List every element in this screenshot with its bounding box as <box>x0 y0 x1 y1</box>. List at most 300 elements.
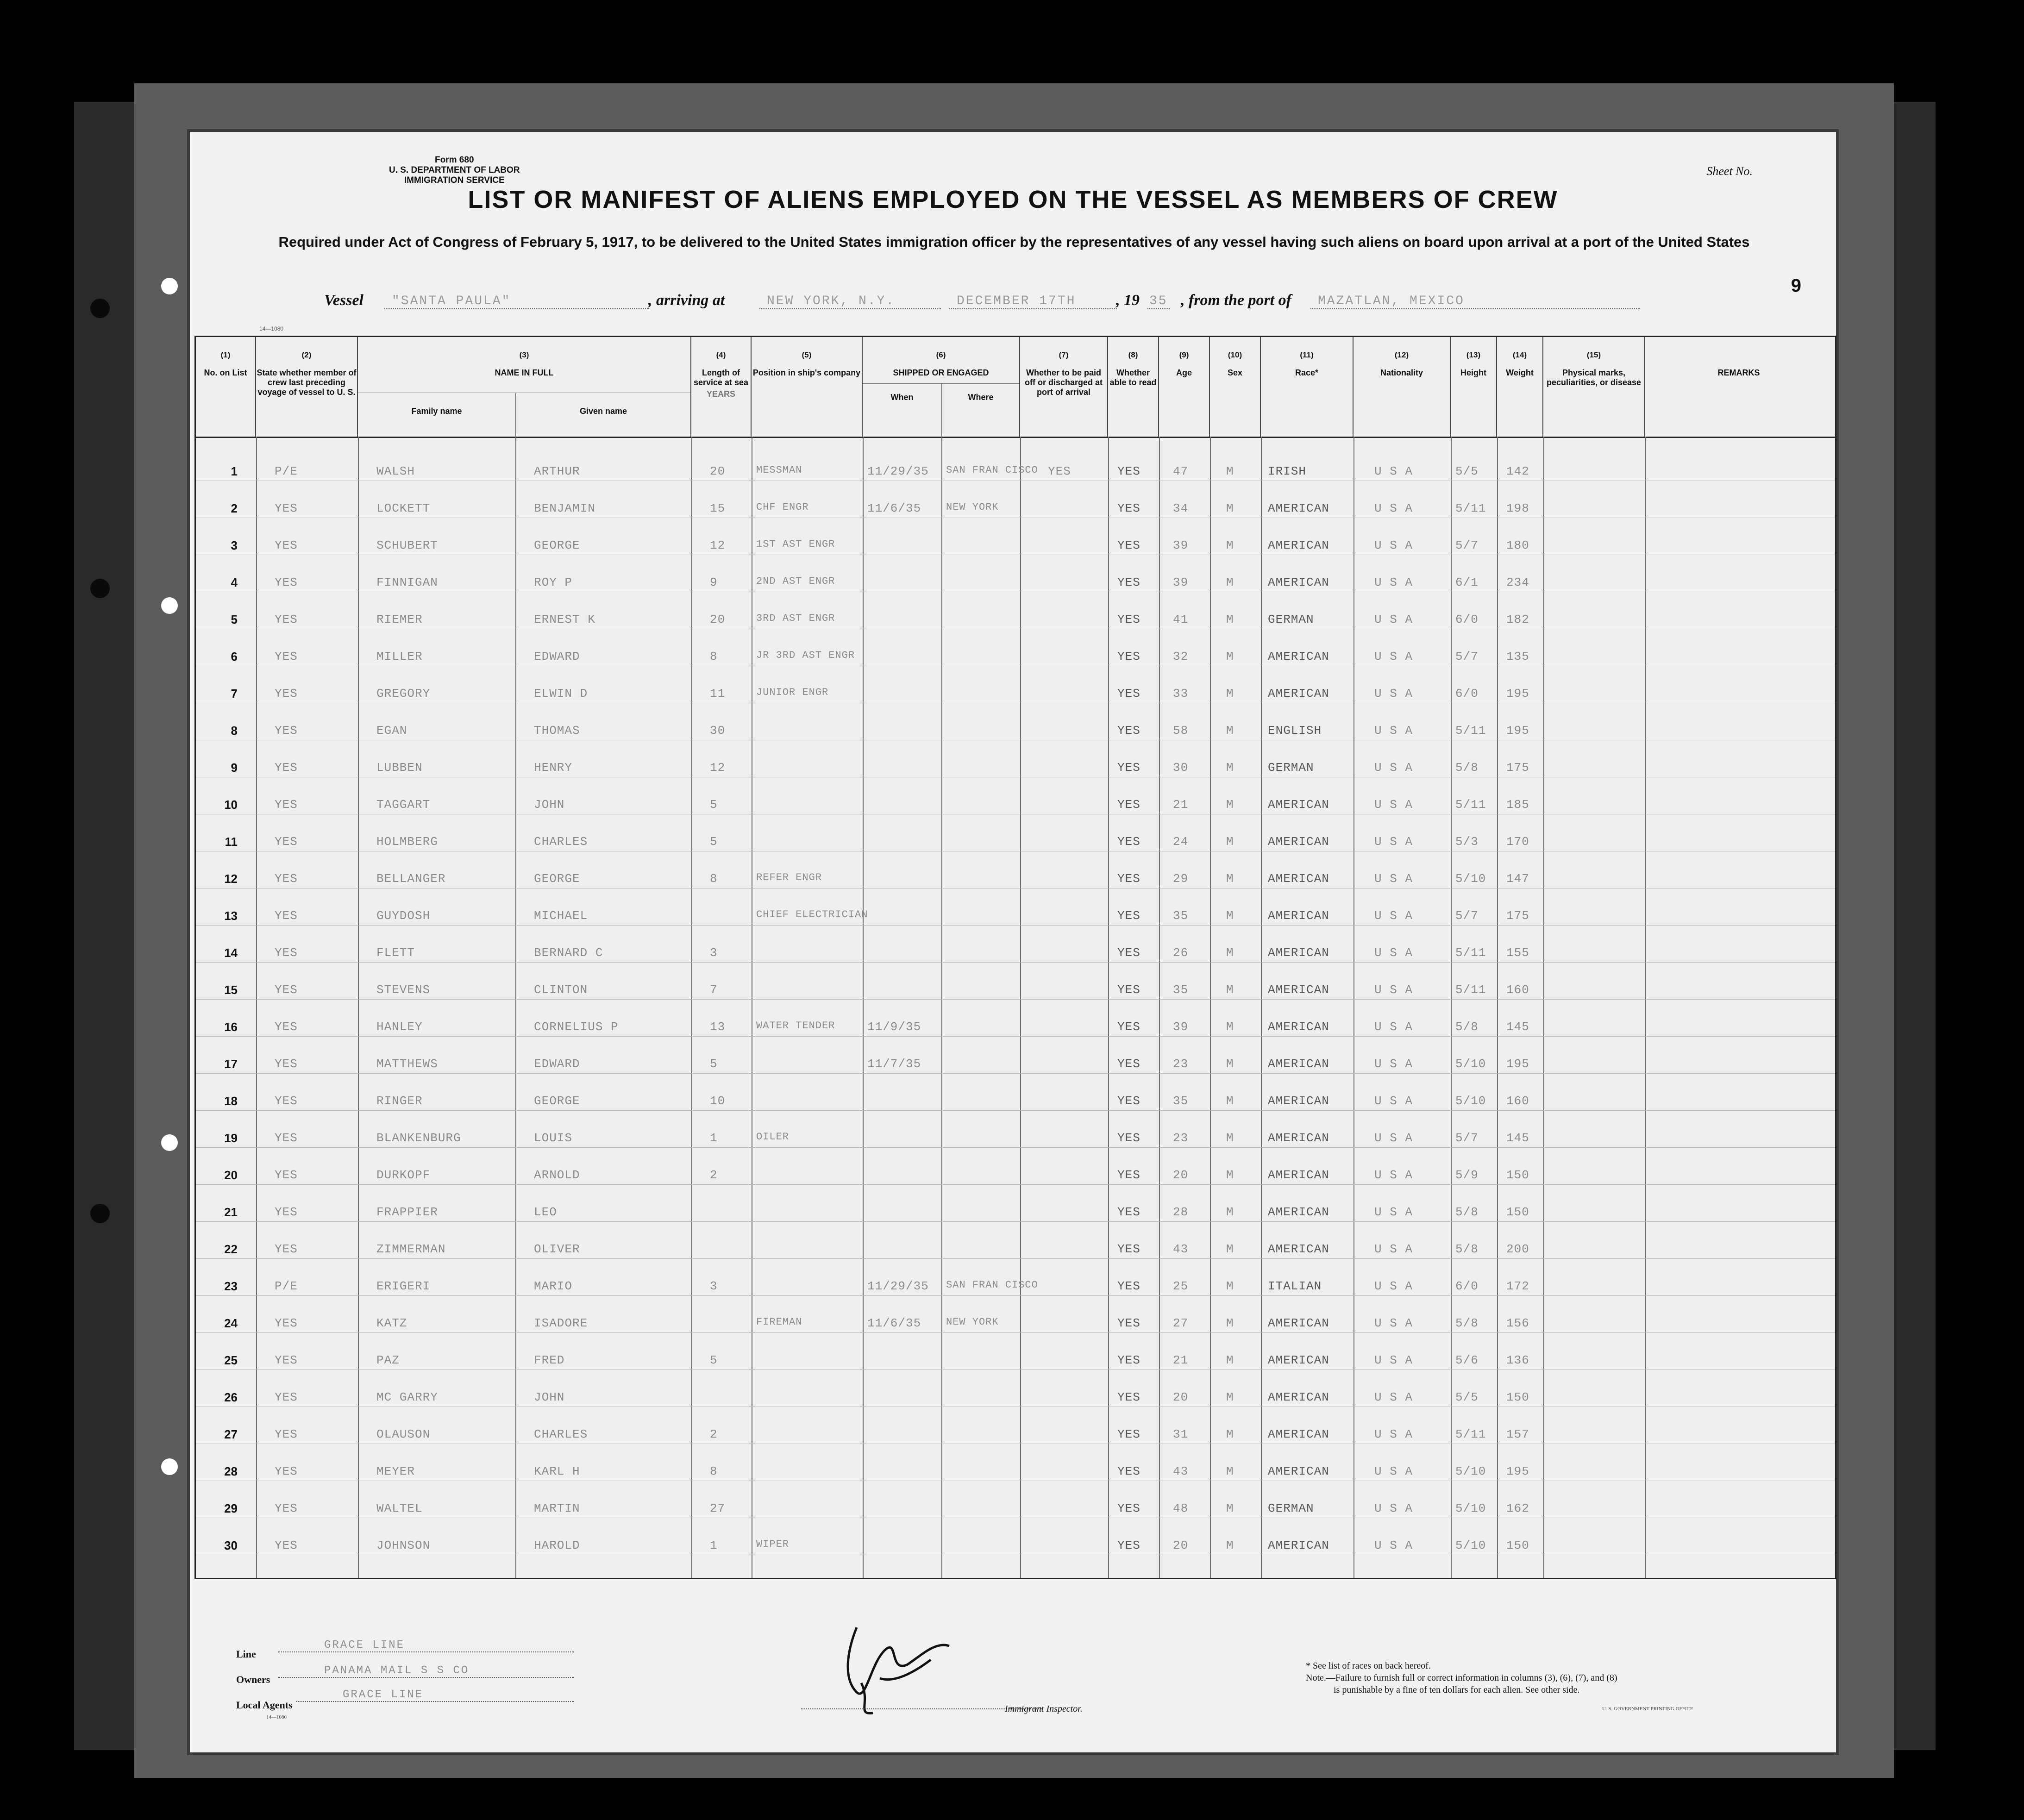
sex-cell: M <box>1226 1131 1234 1145</box>
row-number: 19 <box>224 1131 238 1145</box>
height-cell: 5/8 <box>1455 761 1479 775</box>
weight-cell: 162 <box>1506 1501 1529 1515</box>
weight-cell: 160 <box>1506 1094 1529 1108</box>
prev-voyage-cell: P/E <box>275 1279 298 1293</box>
nationality-cell: U S A <box>1374 538 1413 552</box>
table-row <box>196 492 1835 529</box>
nationality-cell: U S A <box>1374 1539 1413 1552</box>
prev-voyage-cell: YES <box>275 613 298 626</box>
family-name-cell: JOHNSON <box>376 1539 431 1552</box>
age-cell: 25 <box>1173 1279 1189 1293</box>
age-cell: 47 <box>1173 464 1189 478</box>
row-number: 25 <box>224 1353 238 1367</box>
weight-cell: 150 <box>1506 1390 1529 1404</box>
weight-cell: 195 <box>1506 724 1529 738</box>
nationality-cell: U S A <box>1374 501 1413 515</box>
table-row <box>196 1529 1835 1566</box>
row-number: 26 <box>224 1390 238 1404</box>
nationality-cell: U S A <box>1374 1390 1413 1404</box>
table-row <box>196 714 1835 751</box>
shipped-when-cell: 11/29/35 <box>867 464 929 478</box>
able-read-cell: YES <box>1117 650 1140 663</box>
family-name-cell: RINGER <box>376 1094 423 1108</box>
family-name-cell: BELLANGER <box>376 872 446 886</box>
height-cell: 5/7 <box>1455 650 1479 663</box>
nationality-cell: U S A <box>1374 983 1413 997</box>
weight-cell: 155 <box>1506 946 1529 960</box>
nationality-cell: U S A <box>1374 761 1413 775</box>
nationality-cell: U S A <box>1374 1131 1413 1145</box>
age-cell: 43 <box>1173 1464 1189 1478</box>
shipped-where-cell: SAN FRAN CISCO <box>946 1279 1038 1291</box>
table-row <box>196 788 1835 826</box>
row-number: 9 <box>231 761 238 775</box>
prev-voyage-cell: YES <box>275 1427 298 1441</box>
nationality-cell: U S A <box>1374 835 1413 849</box>
family-name-cell: WALTEL <box>376 1501 423 1515</box>
race-cell: AMERICAN <box>1268 1464 1329 1478</box>
sex-cell: M <box>1226 1353 1234 1367</box>
age-cell: 48 <box>1173 1501 1189 1515</box>
row-number: 12 <box>224 872 238 886</box>
family-name-cell: KATZ <box>376 1316 407 1330</box>
able-read-cell: YES <box>1117 613 1140 626</box>
nationality-cell: U S A <box>1374 464 1413 478</box>
age-cell: 35 <box>1173 909 1189 923</box>
line-label: Line <box>236 1648 256 1660</box>
family-name-cell: OLAUSON <box>376 1427 431 1441</box>
header-sex: (10) Sex <box>1210 337 1261 437</box>
row-number: 14 <box>224 946 238 960</box>
table-row <box>196 1048 1835 1085</box>
able-read-cell: YES <box>1117 1205 1140 1219</box>
height-cell: 5/10 <box>1455 1539 1486 1552</box>
service-years-cell: 7 <box>710 983 718 997</box>
header-previous-voyage: (2) State whether member of crew last preceding voyage of vessel to U. S. <box>256 337 358 437</box>
weight-cell: 150 <box>1506 1205 1529 1219</box>
table-row <box>196 900 1835 937</box>
table-row <box>196 937 1835 974</box>
age-cell: 35 <box>1173 1094 1189 1108</box>
service-years-cell: 12 <box>710 761 726 775</box>
able-read-cell: YES <box>1117 1168 1140 1182</box>
height-cell: 5/5 <box>1455 464 1479 478</box>
able-read-cell: YES <box>1117 501 1140 515</box>
family-name-cell: RIEMER <box>376 613 423 626</box>
height-cell: 5/10 <box>1455 872 1486 886</box>
family-name-cell: GREGORY <box>376 687 431 700</box>
race-cell: ITALIAN <box>1268 1279 1322 1293</box>
header-able-read: (8) Whether able to read <box>1108 337 1159 437</box>
service-years-cell: 2 <box>710 1168 718 1182</box>
given-name-cell: ARTHUR <box>534 464 580 478</box>
height-cell: 5/11 <box>1455 724 1486 738</box>
header-name: (3) NAME IN FULL Family name Given name <box>358 337 691 437</box>
table-row <box>196 826 1835 863</box>
inspector-signature <box>829 1609 968 1725</box>
position-cell: MESSMAN <box>756 464 802 476</box>
position-cell: JR 3RD AST ENGR <box>756 650 855 661</box>
weight-cell: 175 <box>1506 909 1529 923</box>
height-cell: 5/10 <box>1455 1057 1486 1071</box>
page-number: 9 <box>1791 275 1801 296</box>
age-cell: 43 <box>1173 1242 1189 1256</box>
race-cell: AMERICAN <box>1268 1131 1329 1145</box>
given-name-cell: EDWARD <box>534 1057 580 1071</box>
nationality-cell: U S A <box>1374 909 1413 923</box>
family-name-cell: MC GARRY <box>376 1390 438 1404</box>
family-name-cell: LOCKETT <box>376 501 431 515</box>
given-name-cell: CHARLES <box>534 835 588 849</box>
weight-cell: 135 <box>1506 650 1529 663</box>
table-row <box>196 566 1835 603</box>
service-years-cell: 27 <box>710 1501 726 1515</box>
nationality-cell: U S A <box>1374 1020 1413 1034</box>
prev-voyage-cell: YES <box>275 1242 298 1256</box>
from-port: MAZATLAN, MEXICO <box>1310 294 1640 309</box>
sex-cell: M <box>1226 983 1234 997</box>
header-family-name: Family name <box>411 407 462 416</box>
height-cell: 5/6 <box>1455 1353 1479 1367</box>
able-read-cell: YES <box>1117 1094 1140 1108</box>
able-read-cell: YES <box>1117 761 1140 775</box>
given-name-cell: ERNEST K <box>534 613 595 626</box>
service-years-cell: 5 <box>710 835 718 849</box>
prev-voyage-cell: YES <box>275 1464 298 1478</box>
nationality-cell: U S A <box>1374 1057 1413 1071</box>
service-years-cell: 1 <box>710 1539 718 1552</box>
able-read-cell: YES <box>1117 835 1140 849</box>
agents-value: GRACE LINE <box>296 1689 574 1702</box>
header-paid-off: (7) Whether to be paid off or discharged at port of arrival <box>1020 337 1108 437</box>
position-cell: 3RD AST ENGR <box>756 613 835 624</box>
nationality-cell: U S A <box>1374 575 1413 589</box>
able-read-cell: YES <box>1117 909 1140 923</box>
nationality-cell: U S A <box>1374 687 1413 700</box>
able-read-cell: YES <box>1117 798 1140 812</box>
service-years-cell: 3 <box>710 1279 718 1293</box>
prev-voyage-cell: YES <box>275 872 298 886</box>
prev-voyage-cell: YES <box>275 1316 298 1330</box>
shipped-when-cell: 11/6/35 <box>867 501 921 515</box>
arriving-label: , arriving at <box>648 292 725 309</box>
sex-cell: M <box>1226 1094 1234 1108</box>
row-number: 28 <box>224 1464 238 1478</box>
sex-cell: M <box>1226 538 1234 552</box>
age-cell: 23 <box>1173 1057 1189 1071</box>
weight-cell: 195 <box>1506 1464 1529 1478</box>
race-cell: AMERICAN <box>1268 983 1329 997</box>
row-number: 4 <box>231 575 238 589</box>
service-years-cell: 11 <box>710 687 726 700</box>
age-cell: 35 <box>1173 983 1189 997</box>
prev-voyage-cell: YES <box>275 687 298 700</box>
table-row <box>196 1270 1835 1307</box>
age-cell: 20 <box>1173 1168 1189 1182</box>
shipped-when-cell: 11/9/35 <box>867 1020 921 1034</box>
race-cell: IRISH <box>1268 464 1307 478</box>
sex-cell: M <box>1226 1279 1234 1293</box>
weight-cell: 136 <box>1506 1353 1529 1367</box>
shipped-where-cell: NEW YORK <box>946 1316 999 1328</box>
page-subtitle: Required under Act of Congress of February 5, 1917, to be delivered to the United States immigration officer by the representatives of any vessel having such aliens on board upon arrival at a port of the United States <box>278 234 1750 250</box>
row-number: 7 <box>231 687 238 700</box>
prev-voyage-cell: YES <box>275 1390 298 1404</box>
given-name-cell: GEORGE <box>534 1094 580 1108</box>
from-port-label: , from the port of <box>1181 292 1291 309</box>
family-name-cell: ERIGERI <box>376 1279 431 1293</box>
sex-cell: M <box>1226 1316 1234 1330</box>
table-row <box>196 1344 1835 1381</box>
position-cell: CHF ENGR <box>756 501 809 513</box>
table-row <box>196 1159 1835 1196</box>
sex-cell: M <box>1226 946 1234 960</box>
race-cell: GERMAN <box>1268 613 1314 626</box>
page-title: LIST OR MANIFEST OF ALIENS EMPLOYED ON THE VESSEL AS MEMBERS OF CREW <box>468 186 1558 213</box>
weight-cell: 170 <box>1506 835 1529 849</box>
service-years-cell: 1 <box>710 1131 718 1145</box>
given-name-cell: ROY P <box>534 575 573 589</box>
header-age: (9) Age <box>1159 337 1210 437</box>
prev-voyage-cell: YES <box>275 1205 298 1219</box>
arriving-port: NEW YORK, N.Y. <box>759 294 941 309</box>
race-cell: AMERICAN <box>1268 1020 1329 1034</box>
printer-mark: U. S. GOVERNMENT PRINTING OFFICE <box>1602 1706 1693 1712</box>
weight-cell: 145 <box>1506 1131 1529 1145</box>
height-cell: 5/10 <box>1455 1501 1486 1515</box>
given-name-cell: HAROLD <box>534 1539 580 1552</box>
race-cell: AMERICAN <box>1268 1427 1329 1441</box>
given-name-cell: FRED <box>534 1353 565 1367</box>
prev-voyage-cell: YES <box>275 575 298 589</box>
given-name-cell: ARNOLD <box>534 1168 580 1182</box>
age-cell: 23 <box>1173 1131 1189 1145</box>
family-name-cell: PAZ <box>376 1353 400 1367</box>
weight-cell: 180 <box>1506 538 1529 552</box>
weight-cell: 175 <box>1506 761 1529 775</box>
binder-hole <box>161 597 178 614</box>
row-number: 24 <box>224 1316 238 1330</box>
sex-cell: M <box>1226 724 1234 738</box>
family-name-cell: FRAPPIER <box>376 1205 438 1219</box>
table-row <box>196 1307 1835 1344</box>
sex-cell: M <box>1226 761 1234 775</box>
age-cell: 24 <box>1173 835 1189 849</box>
height-cell: 5/11 <box>1455 983 1486 997</box>
service-years-cell: 20 <box>710 464 726 478</box>
race-cell: AMERICAN <box>1268 1390 1329 1404</box>
sex-cell: M <box>1226 835 1234 849</box>
age-cell: 29 <box>1173 872 1189 886</box>
owners-label: Owners <box>236 1674 270 1685</box>
family-name-cell: MEYER <box>376 1464 415 1478</box>
table-row <box>196 677 1835 714</box>
race-cell: AMERICAN <box>1268 1242 1329 1256</box>
header-length-service: (4) Length of service at sea YEARS <box>691 337 752 437</box>
age-cell: 30 <box>1173 761 1189 775</box>
agents-code: 14—1080 <box>266 1714 287 1720</box>
prev-voyage-cell: YES <box>275 798 298 812</box>
service-years-cell: 30 <box>710 724 726 738</box>
weight-cell: 195 <box>1506 1057 1529 1071</box>
given-name-cell: JOHN <box>534 798 565 812</box>
header-given-name: Given name <box>579 407 627 416</box>
height-cell: 6/0 <box>1455 687 1479 700</box>
nationality-cell: U S A <box>1374 1279 1413 1293</box>
age-cell: 28 <box>1173 1205 1189 1219</box>
weight-cell: 150 <box>1506 1168 1529 1182</box>
service-years-cell: 15 <box>710 501 726 515</box>
age-cell: 39 <box>1173 575 1189 589</box>
row-number: 16 <box>224 1020 238 1034</box>
family-name-cell: MATTHEWS <box>376 1057 438 1071</box>
sex-cell: M <box>1226 1501 1234 1515</box>
row-number: 11 <box>225 835 238 849</box>
nationality-cell: U S A <box>1374 1501 1413 1515</box>
position-cell: WIPER <box>756 1539 790 1550</box>
row-number: 22 <box>224 1242 238 1256</box>
inspector-label: Immigrant Inspector. <box>1005 1704 1083 1714</box>
shipped-when-cell: 11/7/35 <box>867 1057 921 1071</box>
sex-cell: M <box>1226 613 1234 626</box>
family-name-cell: FLETT <box>376 946 415 960</box>
given-name-cell: MICHAEL <box>534 909 588 923</box>
service-years-cell: 5 <box>710 798 718 812</box>
table-row <box>196 1122 1835 1159</box>
able-read-cell: YES <box>1117 946 1140 960</box>
race-cell: AMERICAN <box>1268 1539 1329 1552</box>
family-name-cell: LUBBEN <box>376 761 423 775</box>
table-row <box>196 1196 1835 1233</box>
weight-cell: 172 <box>1506 1279 1529 1293</box>
header-nationality: (12) Nationality <box>1354 337 1451 437</box>
service-years-cell: 8 <box>710 1464 718 1478</box>
header-race: (11) Race* <box>1261 337 1354 437</box>
row-number: 18 <box>224 1094 238 1108</box>
footnote-races: * See list of races on back hereof. <box>1306 1661 1431 1671</box>
able-read-cell: YES <box>1117 464 1140 478</box>
stamp-code: 14—1080 <box>259 325 284 332</box>
able-read-cell: YES <box>1117 1316 1140 1330</box>
sex-cell: M <box>1226 1539 1234 1552</box>
header-physical-marks: (15) Physical marks, peculiarities, or disease <box>1543 337 1645 437</box>
arrival-date: DECEMBER 17TH <box>949 294 1117 309</box>
race-cell: AMERICAN <box>1268 1057 1329 1071</box>
given-name-cell: LOUIS <box>534 1131 573 1145</box>
nationality-cell: U S A <box>1374 1094 1413 1108</box>
race-cell: AMERICAN <box>1268 798 1329 812</box>
weight-cell: 182 <box>1506 613 1529 626</box>
prev-voyage-cell: YES <box>275 946 298 960</box>
sex-cell: M <box>1226 650 1234 663</box>
prev-voyage-cell: YES <box>275 835 298 849</box>
position-cell: FIREMAN <box>756 1316 802 1328</box>
given-name-cell: MARIO <box>534 1279 573 1293</box>
height-cell: 5/7 <box>1455 1131 1479 1145</box>
table-row <box>196 751 1835 788</box>
vessel-label: Vessel <box>324 292 363 309</box>
race-cell: AMERICAN <box>1268 835 1329 849</box>
table-row <box>196 640 1835 677</box>
age-cell: 27 <box>1173 1316 1189 1330</box>
binder-hole <box>161 278 178 294</box>
row-number: 8 <box>231 724 238 738</box>
family-name-cell: HOLMBERG <box>376 835 438 849</box>
nationality-cell: U S A <box>1374 650 1413 663</box>
header-position: (5) Position in ship's company <box>752 337 863 437</box>
able-read-cell: YES <box>1117 1427 1140 1441</box>
given-name-cell: EDWARD <box>534 650 580 663</box>
service-years-cell: 3 <box>710 946 718 960</box>
able-read-cell: YES <box>1117 1131 1140 1145</box>
given-name-cell: BENJAMIN <box>534 501 595 515</box>
row-number: 5 <box>231 613 238 626</box>
binder-hole <box>90 299 110 318</box>
shipped-when-cell: 11/29/35 <box>867 1279 929 1293</box>
age-cell: 41 <box>1173 613 1189 626</box>
given-name-cell: KARL H <box>534 1464 580 1478</box>
weight-cell: 145 <box>1506 1020 1529 1034</box>
nationality-cell: U S A <box>1374 1168 1413 1182</box>
line-value: GRACE LINE <box>278 1639 574 1652</box>
able-read-cell: YES <box>1117 724 1140 738</box>
race-cell: GERMAN <box>1268 1501 1314 1515</box>
family-name-cell: TAGGART <box>376 798 431 812</box>
service-years-cell: 13 <box>710 1020 726 1034</box>
prev-voyage-cell: YES <box>275 1539 298 1552</box>
row-number: 15 <box>224 983 238 997</box>
header-shipped: (6) SHIPPED OR ENGAGED When Where <box>863 337 1020 437</box>
age-cell: 26 <box>1173 946 1189 960</box>
prev-voyage-cell: YES <box>275 1020 298 1034</box>
sex-cell: M <box>1226 872 1234 886</box>
race-cell: AMERICAN <box>1268 538 1329 552</box>
footnote-penalty: Note.—Failure to furnish full or correct information in columns (3), (6), (7), and (8) <box>1306 1673 1617 1683</box>
row-number: 13 <box>224 909 238 923</box>
sex-cell: M <box>1226 501 1234 515</box>
table-row <box>196 863 1835 900</box>
able-read-cell: YES <box>1117 872 1140 886</box>
prev-voyage-cell: YES <box>275 761 298 775</box>
height-cell: 5/8 <box>1455 1020 1479 1034</box>
nationality-cell: U S A <box>1374 1316 1413 1330</box>
race-cell: AMERICAN <box>1268 687 1329 700</box>
table-row <box>196 1455 1835 1492</box>
weight-cell: 157 <box>1506 1427 1529 1441</box>
binder-hole <box>90 579 110 598</box>
table-row <box>196 1233 1835 1270</box>
given-name-cell: CLINTON <box>534 983 588 997</box>
race-cell: ENGLISH <box>1268 724 1322 738</box>
weight-cell: 156 <box>1506 1316 1529 1330</box>
sex-cell: M <box>1226 1390 1234 1404</box>
weight-cell: 234 <box>1506 575 1529 589</box>
race-cell: AMERICAN <box>1268 1316 1329 1330</box>
prev-voyage-cell: YES <box>275 724 298 738</box>
given-name-cell: ELWIN D <box>534 687 588 700</box>
height-cell: 6/0 <box>1455 613 1479 626</box>
form-identifier: Form 680 U. S. DEPARTMENT OF LABOR IMMIGRATION SERVICE <box>389 155 520 185</box>
sex-cell: M <box>1226 1242 1234 1256</box>
row-number: 3 <box>231 538 238 552</box>
row-number: 17 <box>224 1057 238 1071</box>
age-cell: 21 <box>1173 798 1189 812</box>
weight-cell: 198 <box>1506 501 1529 515</box>
prev-voyage-cell: P/E <box>275 464 298 478</box>
header-height: (13) Height <box>1451 337 1497 437</box>
age-cell: 58 <box>1173 724 1189 738</box>
height-cell: 5/7 <box>1455 909 1479 923</box>
